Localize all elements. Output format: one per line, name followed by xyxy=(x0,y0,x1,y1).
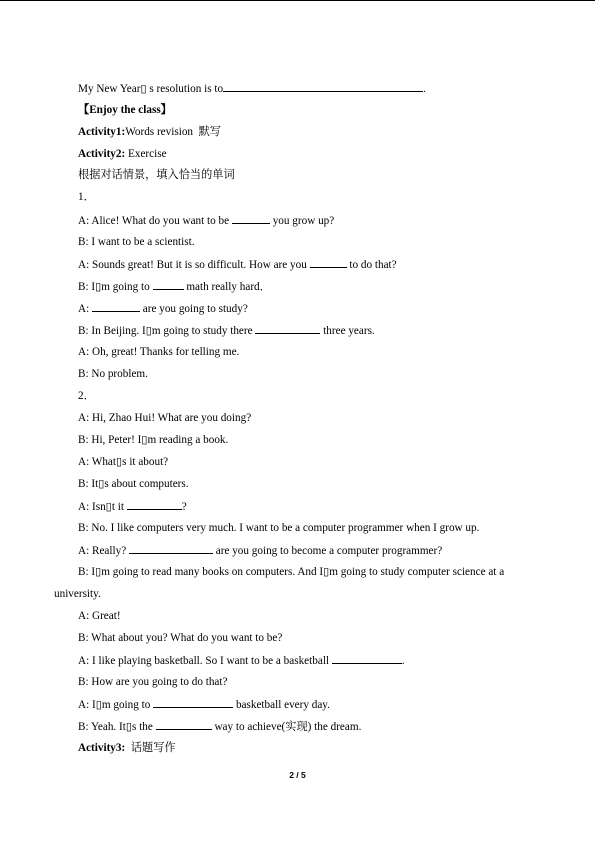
d2-line10: B: What about you? What do you want to be? xyxy=(78,632,283,644)
d1-line7: A: Oh, great! Thanks for telling me. xyxy=(78,346,240,358)
d1-line2: B: I want to be a scientist. xyxy=(78,236,195,248)
d2-line14: B: Yeah. It▯s the way to achieve(实现) the dream. xyxy=(78,721,362,733)
d2-line3: A: What▯s it about? xyxy=(78,456,169,468)
activity1-line: Activity1:Words revision 默写 xyxy=(78,126,221,138)
blank-input[interactable] xyxy=(92,301,140,312)
blank-input[interactable] xyxy=(153,697,233,708)
activity3-line: Activity3: 话题写作 xyxy=(78,742,176,754)
d1-line4: B: I▯m going to math really hard． xyxy=(78,281,271,293)
page-number: 2 / 5 xyxy=(289,770,306,780)
instruction: 根据对话情景，填入恰当的单词 xyxy=(78,169,235,181)
d1-line1: A: Alice! What do you want to be you grow up? xyxy=(78,215,335,227)
d2-line4: B: It▯s about computers. xyxy=(78,478,189,490)
d2-line2: B: Hi, Peter! I▯m reading a book. xyxy=(78,434,229,446)
d2-line5: A: Isn▯t it ? xyxy=(78,501,187,513)
page-top-border xyxy=(0,0,595,1)
resolution-line: My New Year▯ s resolution is to . xyxy=(78,83,426,95)
d2-line12: B: How are you going to do that? xyxy=(78,676,228,688)
resolution-blank[interactable] xyxy=(223,81,423,92)
d2-line8-continuation: university. xyxy=(54,588,101,600)
d2-line13: A: I▯m going to basketball every day. xyxy=(78,699,330,711)
blank-input[interactable] xyxy=(127,499,182,510)
d1-line8: B: No problem. xyxy=(78,368,148,380)
d2-line7: A: Really? are you going to become a computer programmer? xyxy=(78,545,443,557)
enjoy-heading: 【Enjoy the class】 xyxy=(78,104,172,116)
d2-line8: B: I▯m going to read many books on computers. And I▯m going to study computer science at a xyxy=(78,566,505,578)
d1-line5: A: are you going to study? xyxy=(78,303,248,315)
d2-line11: A: I like playing basketball. So I want to be a basketball . xyxy=(78,655,405,667)
blank-input[interactable] xyxy=(129,543,213,554)
d2-line1: A: Hi, Zhao Hui! What are you doing? xyxy=(78,412,252,424)
activity2-line: Activity2: Exercise xyxy=(78,148,167,160)
blank-input[interactable] xyxy=(153,279,184,290)
blank-input[interactable] xyxy=(232,213,270,224)
blank-input[interactable] xyxy=(156,719,212,730)
d1-line3: A: Sounds great! But it is so difficult. How are you to do that? xyxy=(78,259,397,271)
d2-line9: A: Great! xyxy=(78,610,121,622)
d2-line6: B: No. I like computers very much. I want to be a computer programmer when I grow up. xyxy=(78,522,480,534)
dialogue1-number: 1． xyxy=(78,191,95,203)
dialogue2-number: 2． xyxy=(78,390,95,402)
blank-input[interactable] xyxy=(310,257,347,268)
blank-input[interactable] xyxy=(255,323,320,334)
blank-input[interactable] xyxy=(332,653,402,664)
d1-line6: B: In Beijing. I▯m going to study there three years. xyxy=(78,325,375,337)
